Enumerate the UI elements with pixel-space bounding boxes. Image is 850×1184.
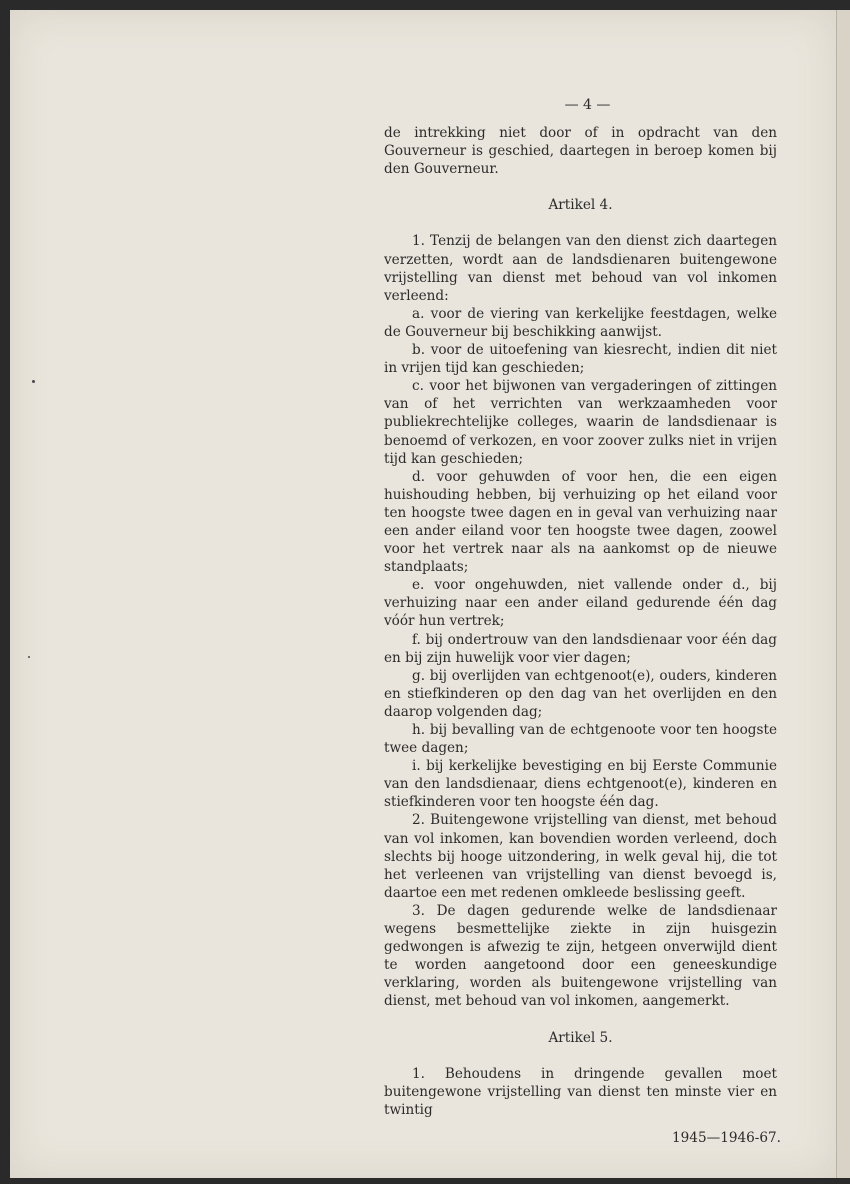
intro-paragraph: de intrekking niet door of in opdracht van den Gouverneur is geschied, daartegen in beroep komen bij den Gouverneur. [384, 125, 777, 178]
page-edge-strip [836, 10, 850, 1178]
article-4-item-c: c. voor het bijwonen van vergaderingen of zittingen van of het verrichten van werkzaamheden voor publiekrechtelijke colleges, waarin de landsdienaar is benoemd of verkozen, en voor zoover zulks niet in vrijen tijd kan geschieden; [384, 378, 777, 467]
paper-speck [32, 380, 35, 383]
document-code: 1945—1946-67. [672, 1130, 781, 1146]
article-4-paragraph-3: 3. De dagen gedurende welke de landsdienaar wegens besmettelijke ziekte in zijn huisgezin gedwongen is afwezig te zijn, hetgeen onverwijld dient te worden aangetoond door een geneeskundige verklaring, worden als buitengewone vrijstelling van dienst, met behoud van vol inkomen, aangemerkt. [384, 902, 777, 1010]
article-4-item-g: g. bij overlijden van echtgenoot(e), ouders, kinderen en stiefkinderen op den dag van het overlijden en den daarop volgenden dag; [384, 667, 777, 720]
article-4-item-e: e. voor ongehuwden, niet vallende onder d., bij verhuizing naar een ander eiland gedurende één dag vóór hun vertrek; [384, 577, 777, 630]
article-4-item-i: i. bij kerkelijke bevestiging en bij Eerste Communie van den landsdienaar, diens echtgenoot(e), kinderen en stiefkinderen voor ten hoogste één dag. [384, 758, 777, 811]
article-4-item-a: a. voor de viering van kerkelijke feestdagen, welke de Gouverneur bij beschikking aanwijst. [384, 305, 777, 340]
paper-speck [28, 656, 30, 658]
article-4-item-h: h. bij bevalling van de echtgenoote voor ten hoogste twee dagen; [384, 722, 777, 757]
article-4-item-f: f. bij ondertrouw van den landsdienaar voor één dag en bij zijn huwelijk voor vier dagen; [384, 631, 777, 666]
article-4-item-b: b. voor de uitoefening van kiesrecht, indien dit niet in vrijen tijd kan geschieden; [384, 342, 777, 377]
article-4-heading: Artikel 4. [548, 197, 613, 214]
article-4-paragraph-2: 2. Buitengewone vrijstelling van dienst, met behoud van vol inkomen, kan bovendien worden verleend, doch slechts bij hooge uitzondering, in welk geval hij, die tot het verleenen van vrijstelling van dienst bevoegd is, daartoe een met redenen omkleede beslissing geeft. [384, 812, 777, 901]
article-5-paragraph-1: 1. Behoudens in dringende gevallen moet buitengewone vrijstelling van dienst ten minste vier en twintig [384, 1065, 777, 1118]
article-5-heading: Artikel 5. [548, 1029, 613, 1046]
page-number: — 4 — [564, 97, 611, 113]
text-column [384, 96, 777, 1119]
article-4-item-d: d. voor gehuwden of voor hen, die een eigen huishouding hebben, bij verhuizing op het eiland voor ten hoogste twee dagen en in geval van verhuizing naar een ander eiland voor ten hoogste twee dagen, zoowel voor het vertrek naar als na aankomst op de nieuwe standplaats; [384, 468, 777, 576]
article-4-paragraph-1: 1. Tenzij de belangen van den dienst zich daartegen verzetten, wordt aan de landsdienaren buitengewone vrijstelling van dienst met behoud van vol inkomen verleend: [384, 233, 777, 304]
